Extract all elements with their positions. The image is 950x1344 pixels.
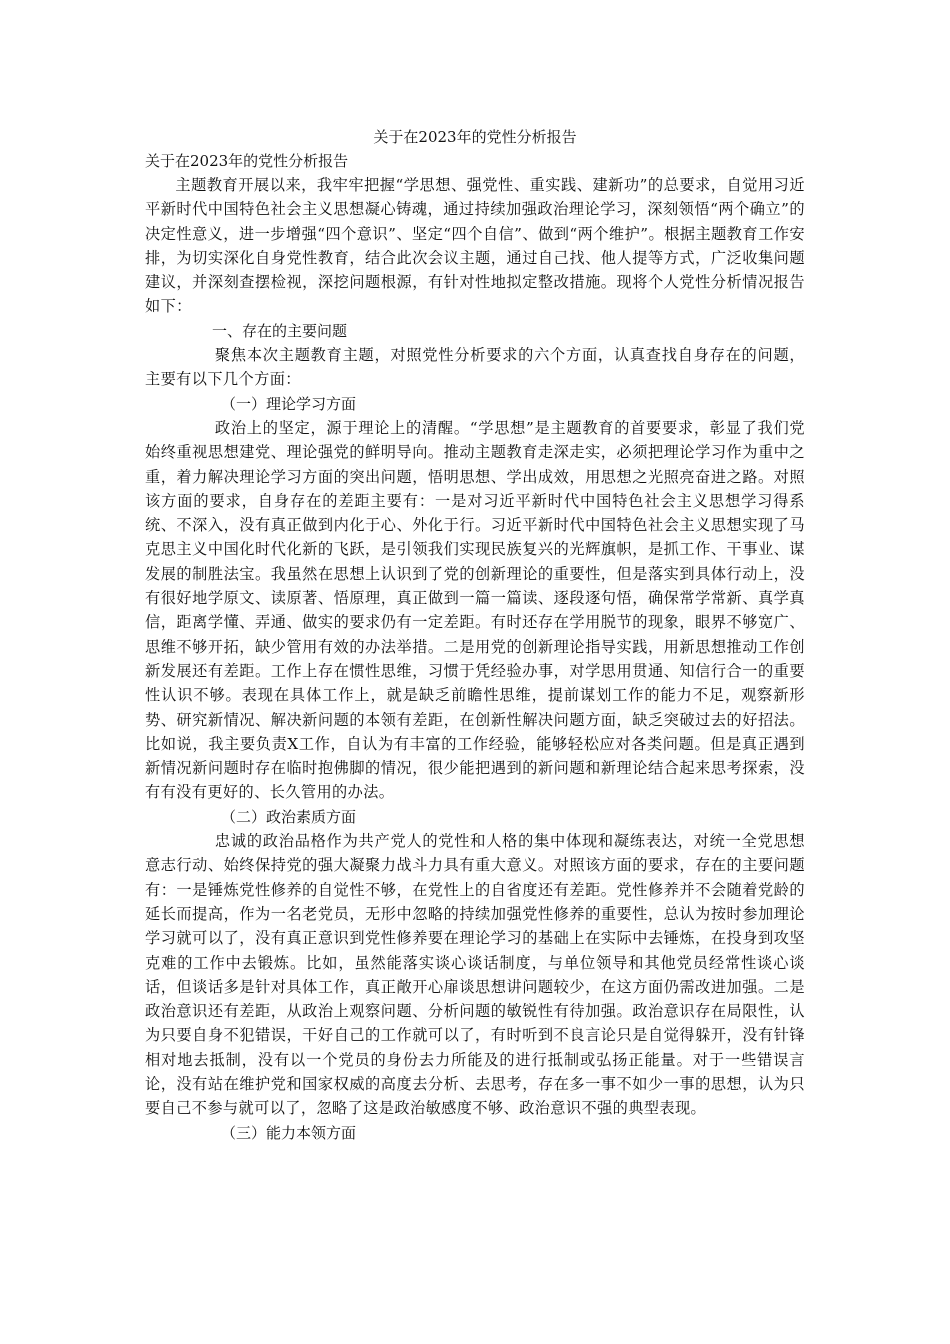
document-body xyxy=(145,125,805,1145)
section-heading-problems: 一、存在的主要问题 xyxy=(212,321,348,340)
subsection-heading-theory: （一）理论学习方面 xyxy=(221,394,357,413)
political-paragraph: 忠诚的政治品格作为共产党人的党性和人格的集中体现和凝练表达，对统一全党思想意志行动、始终保持党的强大凝聚力战斗力具有重大意义。对照该方面的要求，存在的主要问题有：一是锤炼党性修养的自觉性不够，在党性上的自省度还有差距。党性修养并不会随着党龄的延长而提高，作为一名老党员，无形中忽略的持续加强党性修养的重要性，总认为按时参加理论学习就可以了，没有真正意识到党性修养要在理论学习的基础上在实际中去锤炼，在投身到攻坚克难的工作中去锻炼。比如，虽然能落实谈心谈话制度，与单位领导和其他党员经常性谈心谈话，但谈话多是针对具体工作，真正敞开心扉谈思想讲问题较少，在这方面仍需改进加强。二是政治意识还有差距，从政治上观察问题、分析问题的敏锐性有待加强。政治意识存在局限性，认为只要自身不犯错误，干好自己的工作就可以了，有时听到不良言论只是自觉得躲开，没有针锋相对地去抵制，没有以一个党员的身份去力所能及的进行抵制或弘扬正能量。对于一些错误言论，没有站在维护党和国家权威的高度去分析、去思考，存在多一事不如少一事的思想，认为只要自己不参与就可以了，忽略了这是政治敏感度不够、政治意识不强的典型表现。 xyxy=(145,832,805,1118)
section-intro-paragraph: 聚焦本次主题教育主题，对照党性分析要求的六个方面，认真查找自身存在的问题，主要有以下几个方面： xyxy=(145,346,805,389)
subsection-heading-ability: （三）能力本领方面 xyxy=(221,1123,357,1142)
document-subtitle: 关于在2023年的党性分析报告 xyxy=(145,152,349,170)
subsection-heading-political: （二）政治素质方面 xyxy=(221,807,357,826)
intro-paragraph: 主题教育开展以来，我牢牢把握“学思想、强党性、重实践、建新功”的总要求，自觉用习近平新时代中国特色社会主义思想凝心铸魂，通过持续加强政治理论学习，深刻领悟“两个确立”的决定性意义，进一步增强“四个意识”、坚定“四个自信”、做到“两个维护”。根据主题教育工作安排，为切实深化自身党性教育，结合此次会议主题，通过自己找、他人提等方式，广泛收集问题建议，并深刻查摆检视，深挖问题根源，有针对性地拟定整改措施。现将个人党性分析情况报告如下： xyxy=(145,176,805,316)
theory-paragraph: 政治上的坚定，源于理论上的清醒。“学思想”是主题教育的首要要求，彰显了我们党始终重视思想建党、理论强党的鲜明导向。推动主题教育走深走实，必须把理论学习作为重中之重，着力解决理论学习方面的突出问题，悟明思想、学出成效，用思想之光照亮奋进之路。对照该方面的要求，自身存在的差距主要有：一是对习近平新时代中国特色社会主义思想学习得系统、不深入，没有真正做到内化于心、外化于行。习近平新时代中国特色社会主义思想实现了马克思主义中国化时代化新的飞跃，是引领我们实现民族复兴的光辉旗帜，是抓工作、干事业、谋发展的制胜法宝。我虽然在思想上认识到了党的创新理论的重要性，但是落实到具体行动上，没有很好地学原文、读原著、悟原理，真正做到一篇一篇读、逐段逐句悟，确保常学常新、真学真信，距离学懂、弄通、做实的要求仍有一定差距。有时还存在学用脱节的现象，眼界不够宽广、思维不够开拓，缺少管用有效的办法举措。二是用党的创新理论指导实践，用新思想推动工作创新发展还有差距。工作上存在惯性思维，习惯于凭经验办事，对学思用贯通、知信行合一的重要性认识不够。表现在具体工作上，就是缺乏前瞻性思维，提前谋划工作的能力不足，观察新形势、研究新情况、解决新问题的本领有差距，在创新性解决问题方面，缺乏突破过去的好招法。比如说，我主要负责X工作，自认为有丰富的工作经验，能够轻松应对各类问题。但是真正遇到新情况新问题时存在临时抱佛脚的情况，很少能把遇到的新问题和新理论结合起来思考探索，没有有没有更好的、长久管用的办法。 xyxy=(145,418,805,802)
document-title: 关于在2023年的党性分析报告 xyxy=(373,128,577,146)
